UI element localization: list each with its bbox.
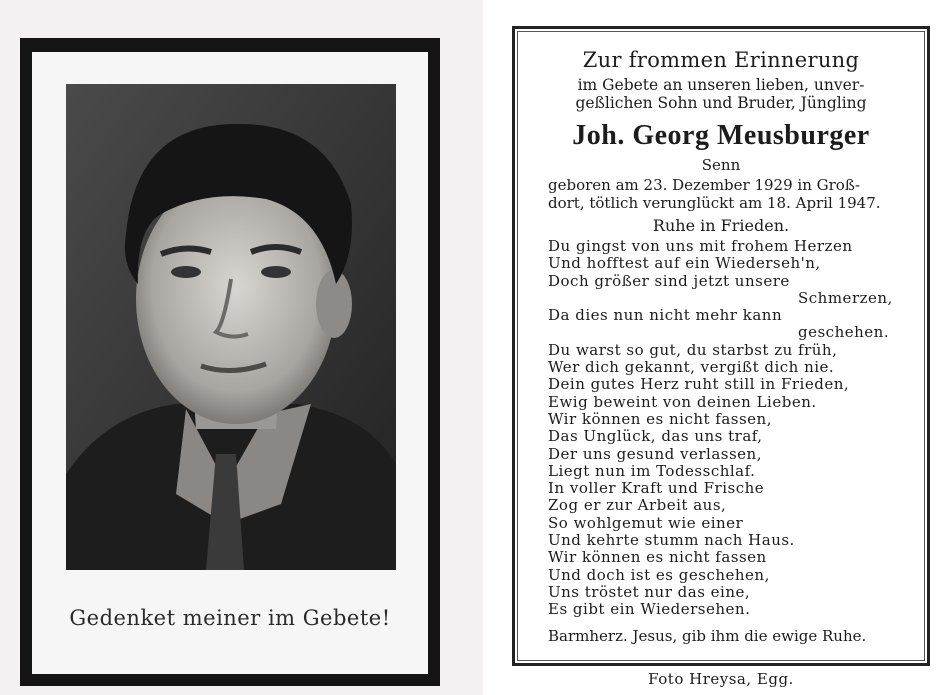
poem-line: Und hofftest auf ein Wiederseh'n, [548,254,821,273]
poem-line: Und kehrte stumm nach Haus. [548,531,795,550]
poem-line: Doch größer sind jetzt unsere [548,271,790,290]
poem-line: Das Unglück, das uns traf, [548,427,763,446]
dates-line: dort, tötlich verunglückt am 18. April 1947. [548,194,881,212]
card-heading: Zur frommen Erinnerung [582,48,860,72]
intro-text [512,76,930,112]
poem-line: Zog er zur Arbeit aus, [548,496,727,515]
poem-line: Uns tröstet nur das eine, [548,582,751,601]
intro-line: geßlichen Sohn und Bruder, Jüngling [575,94,867,112]
poem-line: Dein gutes Herz ruht still in Frieden, [548,375,850,394]
rest-in-peace: Ruhe in Frieden. [652,216,790,235]
closing-blessing: Barmherz. Jesus, gib ihm die ewige Ruhe. [548,627,867,645]
poem-line: Es gibt ein Wiedersehen. [548,600,751,619]
poem-line: Du gingst von uns mit frohem Herzen [548,237,853,255]
portrait-photo [66,84,396,570]
poem-line: Wir können es nicht fassen [548,548,767,567]
poem-line: Wer dich gekannt, vergißt dich nie. [548,358,835,377]
life-dates [548,176,903,212]
poem-line: Wir können es nicht fassen, [548,409,772,428]
intro-line: im Gebete an unseren lieben, unver- [577,76,865,94]
occupation: Senn [701,156,741,174]
poem-line: Da dies nun nicht mehr kann [548,306,783,325]
poem-line: geschehen. [798,323,890,342]
poem-line: Du warst so gut, du starbst zu früh, [548,340,838,359]
poem-line: Und doch ist es geschehen, [548,565,770,584]
poem-line: Ewig beweint von deinen Lieben. [548,392,817,411]
dates-line: geboren am 23. Dezember 1929 in Groß- [548,176,860,194]
photographer-credit: Foto Hreysa, Egg. [648,670,794,688]
memorial-poem [548,238,903,619]
deceased-name: Joh. Georg Meusburger [572,120,870,151]
poem-line: In voller Kraft und Frische [548,479,765,498]
poem-line: Der uns gesund verlassen, [548,444,762,463]
poem-line: Liegt nun im Todesschlaf. [548,461,756,480]
poem-line: So wohlgemut wie einer [548,513,744,532]
poem-line: Schmerzen, [798,288,893,307]
prayer-caption: Gedenket meiner im Gebete! [69,606,391,630]
